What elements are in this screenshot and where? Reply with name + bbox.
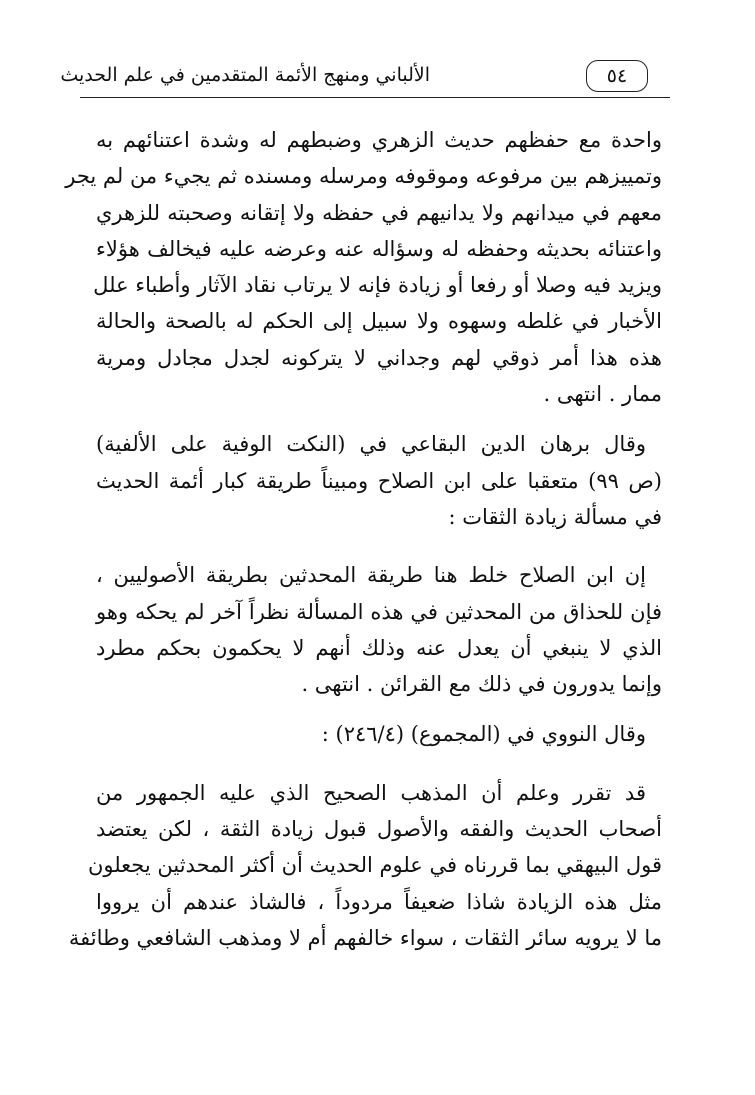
text-line: وتمييزهم بين مرفوعه وموقوفه ومرسله ومسنده ثم يجيء من لم يجر (65, 164, 662, 189)
running-title: الألباني ومنهج الأئمة المتقدمين في علم الحديث (60, 64, 430, 86)
text-line: هذه هذا أمر ذوقي لهم وجداني لا يتركونه لجدل مجادل ومرية (96, 345, 662, 370)
text-line: قد تقرر وعلم أن المذهب الصحيح الذي عليه الجمهور من (96, 780, 646, 805)
page-header (60, 58, 670, 98)
paragraph-5 (68, 775, 662, 956)
text-line: مثل هذه الزيادة شاذا ضعيفاً مردوداً ، فالشاذ عندهم أن يرووا (96, 889, 662, 914)
text-line: واعتنائه بحديثه وحفظه له وسؤاله عنه وعرضه عليه فيخالف هؤلاء (96, 236, 662, 261)
paragraph-3 (96, 557, 662, 702)
paragraph-gap (96, 535, 662, 557)
text-line: في مسألة زيادة الثقات : (448, 504, 662, 529)
text-line: وإنما يدورون في ذلك مع القرائن . انتهى . (301, 672, 662, 697)
text-line: وقال برهان الدين البقاعي في (النكت الوفية على الألفية) (96, 432, 646, 457)
page-number: ٥٤ (586, 60, 648, 92)
body-text (65, 122, 662, 956)
text-line: فإن للحذاق من المحدثين في هذه المسألة نظراً آخر لم يحكه وهو (96, 599, 662, 624)
text-line: الأخبار في غلطه وسهوه ولا سبيل إلى الحكم له بالصحة والحالة (96, 309, 662, 334)
text-line: إن ابن الصلاح خلط هنا طريقة المحدثين بطريقة الأصوليين ، (96, 563, 646, 588)
text-line: الذي لا ينبغي أن يعدل عنه وذلك أنهم لا يحكمون بحكم مطرد (96, 635, 662, 660)
text-line: ما لا يرويه سائر الثقات ، سواء خالفهم أم لا ومذهب الشافعي وطائفة (68, 925, 662, 950)
text-line: قول البيهقي بما قررناه في علوم الحديث أن أكثر المحدثين يجعلون (87, 853, 662, 878)
text-line: واحدة مع حفظهم حديث الزهري وضبطهم له وشدة اعتنائهم به (96, 128, 662, 152)
text-line: ويزيد فيه وصلا أو رفعا أو زيادة فإنه لا يرتاب نقاد الآثار وأطباء علل (93, 273, 662, 298)
text-line: وقال النووي في (المجموع) (٢٤٦/٤) : (321, 722, 646, 747)
text-line: معهم في ميدانهم ولا يدانيهم في حفظه ولا إتقانه وصحبته للزهري (96, 200, 662, 225)
header-rule (80, 97, 670, 98)
paragraph-2 (96, 426, 662, 535)
paragraph-gap (96, 702, 662, 716)
paragraph-gap (96, 412, 662, 426)
paragraph-1 (65, 122, 662, 412)
text-line: أصحاب الحديث والفقه والأصول قبول زيادة الثقة ، لكن يعتضد (96, 817, 662, 842)
paragraph-4 (96, 716, 662, 752)
text-line: (ص ٩٩) متعقبا على ابن الصلاح ومبيناً طريقة كبار أئمة الحديث (96, 468, 662, 493)
paragraph-gap (96, 753, 662, 775)
text-line: ممار . انتهى . (543, 382, 662, 407)
